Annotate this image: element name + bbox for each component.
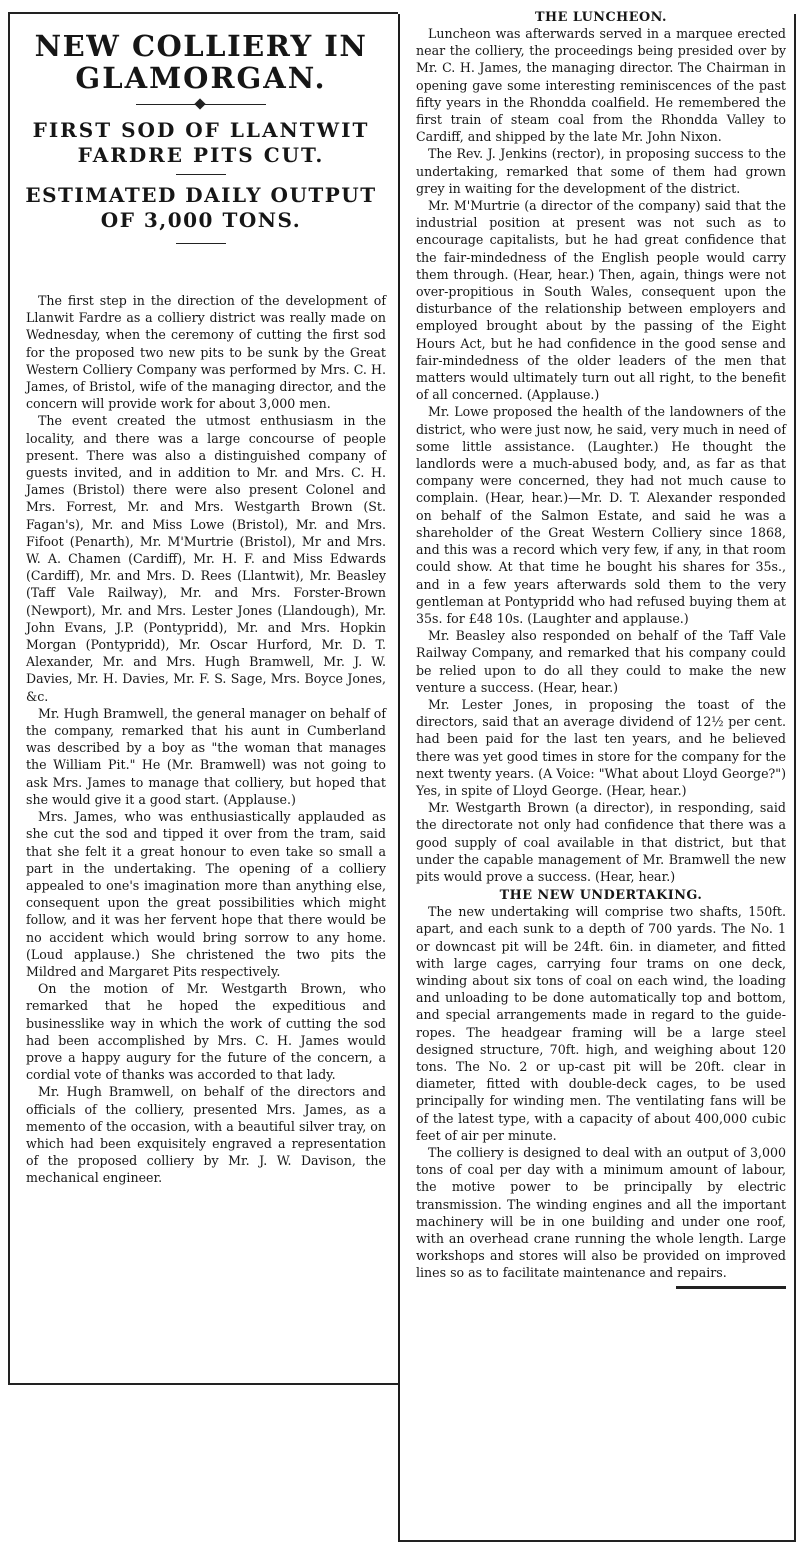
subheadline-line-2: FARDRE PITS CUT. (77, 143, 325, 167)
paragraph: Mr. M'Murtrie (a director of the company) said that the industrial position at present was not such as to encourage capitalists, but he had great confidence that the fair-mindedness of the English people would carry them through. (Hear, hear.) Then, again, things were not over-propitious in South Wales, consequent upon the disturbance of the relationship between employers and employed brought about by the passing of the Eight Hours Act, but he had confidence in the good sense and fair-mindedness of the older leaders of the men that matters would ultimately turn out all right, to the benefit of all concerned. (Applause.) (416, 198, 786, 403)
paragraph: Mr. Lester Jones, in proposing the toast of the directors, said that an average dividend of 12½ per cent. had been paid for the last ten years, and he believed there was yet good times in store for the company for the next twenty years. (A Voice: "What about Lloyd George?") Yes, in spite of Lloyd George. (Hear, hear.) (416, 696, 786, 798)
paragraph: The first step in the direction of the development of Llanwit Fardre as a colliery district was really made on Wednesday, when the ceremony of cutting the first sod for the proposed two new pits to be sunk by the Great Western Colliery Company was performed by Mrs. C. H. James, of Bristol, wife of the managing director, and the concern will provide work for about 3,000 men. (26, 293, 386, 412)
paragraph: Mr. Hugh Bramwell, the general manager on behalf of the company, remarked that his aunt in Cumberland was described by a boy as "the woman that manages the William Pit." He (Mr. Bramwell) was not going to ask Mrs. James to manage that colliery, but hoped that she would give it a good start. (Applause.) (26, 705, 386, 807)
subheadline-2-line-2: OF 3,000 TONS. (100, 208, 302, 232)
end-rule (676, 1286, 786, 1289)
paragraph: The Rev. J. Jenkins (rector), in proposing success to the undertaking, remarked that some of them had grown grey in waiting for the development of the district. (416, 146, 786, 196)
paragraph: Mr. Hugh Bramwell, on behalf of the directors and officials of the colliery, presented Mrs. James, as a memento of the occasion, with a beautiful silver tray, on which had been exquisitely engraved a representation of the proposed colliery by Mr. J. W. Davison, the mechanical engineer. (26, 1084, 386, 1186)
headline-line-1: NEW COLLIERY IN (34, 29, 368, 63)
left-column (0, 0, 398, 1385)
paragraph: The new undertaking will comprise two shafts, 150ft. apart, and each sunk to a depth of 700 yards. The No. 1 or downcast pit will be 24ft. 6in. in diameter, and fitted with large cages, carrying four trams on one deck, winding about six tons of coal on each wind, the loading and unloading to be done automatically top and bottom, and special arrangements made in regard to the guide-ropes. The headgear framing will be a large steel designed structure, 70ft. high, and weighing about 120 tons. The No. 2 or up-cast pit will be 20ft. clear in diameter, fitted with double-deck cages, to be used principally for winding men. The ventilating fans will be of the latest type, with a capacity of about 400,000 cubic feet of air per minute. (416, 904, 786, 1143)
right-article-body (416, 10, 786, 1289)
paragraph: The event created the utmost enthusiasm in the locality, and there was a large concourse of people present. There was also a distinguished company of guests invited, and in addition to Mr. and Mrs. C. H. James (Bristol) there were also present Colonel and Mrs. Forrest, Mr. and Mrs. Westgarth Brown (St. Fagan's), Mr. and Miss Lowe (Bristol), Mr. and Mrs. Fifoot (Penarth), Mr. M'Murtrie (Bristol), Mr and Mrs. W. A. Chamen (Cardiff), Mr. H. F. and Miss Edwards (Cardiff), Mr. and Mrs. D. Rees (Llantwit), Mr. Beasley (Taff Vale Railway), Mr. and Mrs. Forster-Brown (Newport), Mr. and Mrs. Lester Jones (Llandough), Mr. John Evans, J.P. (Pontypridd), Mr. and Mrs. Hopkin Morgan (Pontypridd), Mr. Oscar Hurford, Mr. D. T. Alexander, Mr. and Mrs. Hugh Bramwell, Mr. J. W. Davies, Mr. H. Davies, Mr. F. S. Sage, Mrs. Boyce Jones, &c. (26, 413, 386, 704)
diamond-ornament-icon (194, 98, 205, 109)
paragraph: On the motion of Mr. Westgarth Brown, who remarked that he hoped the expeditious and businesslike way in which the work of cutting the sod had been accomplished by Mrs. C. H. James would prove a happy augury for the future of the concern, a cordial vote of thanks was accorded to that lady. (26, 981, 386, 1083)
subheadline-line-1: FIRST SOD OF LLANTWIT (32, 118, 370, 142)
left-article-body (26, 292, 386, 1187)
headline-line-2: GLAMORGAN. (75, 61, 327, 95)
paragraph: Mr. Beasley also responded on behalf of the Taff Vale Railway Company, and remarked that his company could be relied upon to do all they could to make the new venture a success. (Hear, hear.) (416, 628, 786, 695)
short-rule (176, 174, 226, 175)
right-column (402, 0, 800, 1540)
undertaking-heading: THE NEW UNDERTAKING. (499, 888, 703, 904)
paragraph: The colliery is designed to deal with an output of 3,000 tons of coal per day with a minimum amount of labour, the motive power to be principally by electric transmission. The winding engines and all the important machinery will be in one building and under one roof, with an overhead crane running the whole length. Large workshops and stores will also be provided on improved lines so as to facilitate maintenance and repairs. (416, 1145, 786, 1281)
paragraph: Mr. Lowe proposed the health of the landowners of the district, who were just now, he said, very much in need of some little assistance. (Laughter.) He thought the landlords were a much-abused body, and, as far as that company were concerned, they had not much cause to complain. (Hear, hear.)—Mr. D. T. Alexander responded on behalf of the Salmon Estate, and said he was a shareholder of the Great Western Colliery since 1868, and this was a record which very few, if any, in that room could show. At that time he bought his shares for 35s., and in a few years afterwards sold them to the very gentleman at Pontypridd who had refused buying them at 35s. for £48 10s. (Laughter and applause.) (416, 404, 786, 626)
paragraph: Mrs. James, who was enthusiastically applauded as she cut the sod and tipped it over from the tram, said that she felt it a great honour to even take so small a part in the undertaking. The opening of a colliery appealed to one's imagination more than anything else, consequent upon the great possibilities which might follow, and it was her fervent hope that there would be no accident which would bring sorrow to any home. (Loud applause.) She christened the two pits the Mildred and Margaret Pits respectively. (26, 809, 386, 979)
subheadline-2-line-1: ESTIMATED DAILY OUTPUT (25, 183, 377, 207)
right-bottom-rule (400, 1540, 795, 1542)
short-rule-2 (176, 243, 226, 244)
paragraph: Mr. Westgarth Brown (a director), in responding, said the directorate not only had confidence that there was a good supply of coal available in that district, but that under the capable management of Mr. Bramwell the new pits would prove a success. (Hear, hear.) (416, 800, 786, 884)
column-divider (398, 14, 400, 1542)
paragraph: Luncheon was afterwards served in a marquee erected near the colliery, the proceedings being presided over by Mr. C. H. James, the managing director. The Chairman in opening gave some interesting reminiscences of the past fifty years in the Rhondda coalfield. He remembered the first train of steam coal from the Rhondda Valley to Cardiff, and shipped by the late Mr. John Nixon. (416, 26, 786, 145)
luncheon-heading: THE LUNCHEON. (535, 10, 667, 25)
ornament-divider (136, 98, 266, 112)
